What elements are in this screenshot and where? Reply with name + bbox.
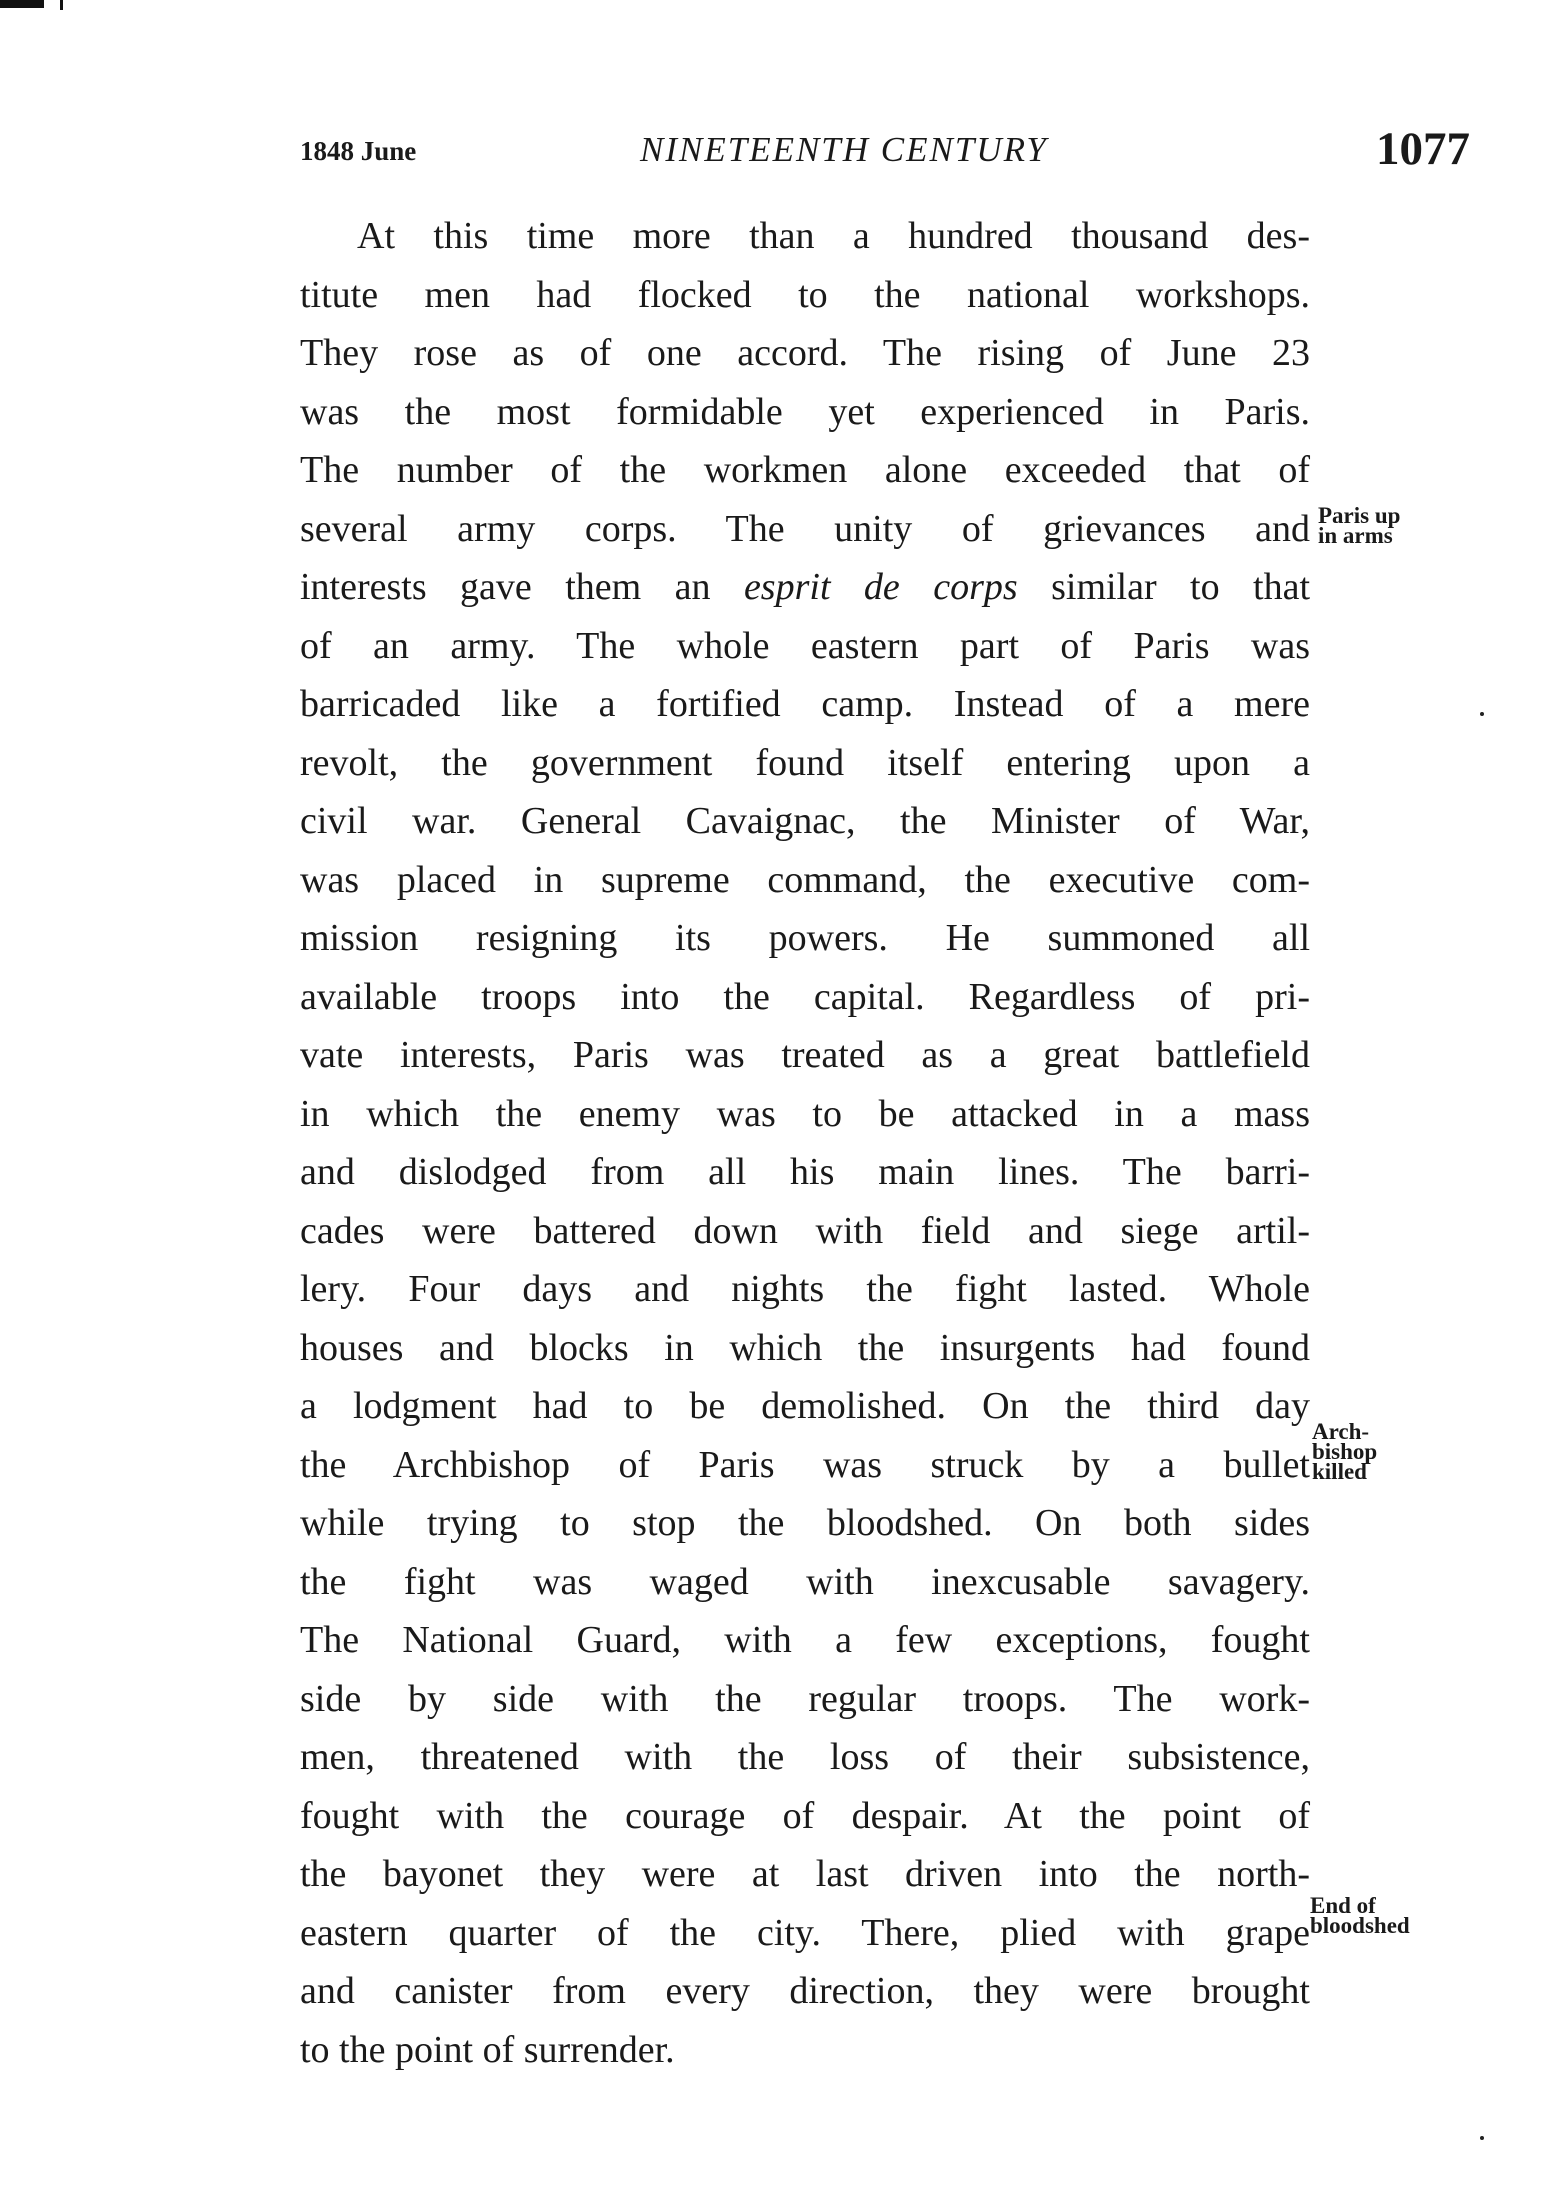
margin-note-line: killed: [1312, 1459, 1367, 1484]
margin-note-end-of-bloodshed: [1310, 1893, 1410, 1938]
margin-note-line: Arch-: [1312, 1419, 1370, 1444]
text-line: and dislodged from all his main lines. The barri-: [300, 1151, 1310, 1193]
text-line: They rose as of one accord. The rising of June 23: [300, 332, 1310, 374]
body-text: [300, 207, 1310, 2079]
text-line: fought with the courage of despair. At the point of: [300, 1794, 1310, 1837]
margin-note-paris-up-in-arms: [1318, 503, 1401, 548]
italic-phrase: esprit de corps: [743, 566, 1018, 608]
running-title: NINETEENTH CENTURY: [640, 130, 1048, 169]
text-line: civil war. General Cavaignac, the Minister of War,: [300, 800, 1310, 842]
text-line: and canister from every direction, they were brought: [300, 1970, 1310, 2012]
margin-note-line: Paris up: [1318, 503, 1401, 528]
text-line: the Archbishop of Paris was struck by a bullet: [300, 1443, 1310, 1486]
text-line: available troops into the capital. Regardless of pri-: [300, 975, 1310, 1018]
text-line: was the most formidable yet experienced in Paris.: [300, 390, 1310, 433]
scan-speck: [1480, 2136, 1484, 2140]
margin-note-line: bloodshed: [1310, 1913, 1410, 1938]
text-line: lery. Four days and nights the fight lasted. Whole: [300, 1268, 1310, 1310]
text-line: the fight was waged with inexcusable savagery.: [300, 1560, 1310, 1603]
text-line: cades were battered down with field and siege artil-: [300, 1209, 1310, 1252]
text-line: a lodgment had to be demolished. On the third day: [300, 1385, 1310, 1427]
text-line: [300, 558, 1310, 617]
text-line: side by side with the regular troops. The work-: [300, 1677, 1310, 1720]
header-date: 1848 June: [300, 136, 417, 166]
text-line: the bayonet they were at last driven into the north-: [300, 1853, 1310, 1895]
text-line: several army corps. The unity of grievances and: [300, 507, 1310, 550]
text-line: was placed in supreme command, the executive com-: [300, 858, 1310, 901]
text-line: revolt, the government found itself entering upon a: [300, 741, 1310, 784]
text-line: mission resigning its powers. He summoned all: [300, 917, 1310, 959]
text-line: titute men had flocked to the national workshops.: [300, 273, 1310, 316]
margin-note-archbishop-killed: [1312, 1419, 1378, 1484]
text-line: At this time more than a hundred thousand des-: [357, 215, 1310, 257]
text-fragment: interests gave them an: [300, 566, 711, 608]
text-line: vate interests, Paris was treated as a great battlefield: [300, 1034, 1310, 1076]
text-line: of an army. The whole eastern part of Paris was: [300, 624, 1310, 667]
text-line: barricaded like a fortified camp. Instead of a mere: [300, 683, 1310, 725]
text-line: in which the enemy was to be attacked in a mass: [300, 1092, 1310, 1135]
text-line: while trying to stop the bloodshed. On both sides: [300, 1502, 1310, 1544]
text-line: The National Guard, with a few exceptions, fought: [300, 1619, 1310, 1661]
text-line: houses and blocks in which the insurgents had found: [300, 1326, 1310, 1369]
text-line: to the point of surrender.: [300, 2028, 675, 2071]
page-header: [300, 123, 1470, 178]
page-number: 1077: [1376, 123, 1470, 175]
margin-note-line: in arms: [1318, 523, 1393, 548]
text-line: The number of the workmen alone exceeded that of: [300, 449, 1310, 491]
scan-corner-mark: [0, 0, 44, 8]
text-line: eastern quarter of the city. There, plied with grape: [300, 1911, 1310, 1954]
scan-speck: [1480, 712, 1484, 716]
text-line: men, threatened with the loss of their subsistence,: [300, 1736, 1310, 1778]
margin-note-line: bishop: [1312, 1439, 1378, 1464]
text-fragment: similar to that: [1051, 566, 1311, 608]
margin-note-line: End of: [1310, 1893, 1376, 1918]
